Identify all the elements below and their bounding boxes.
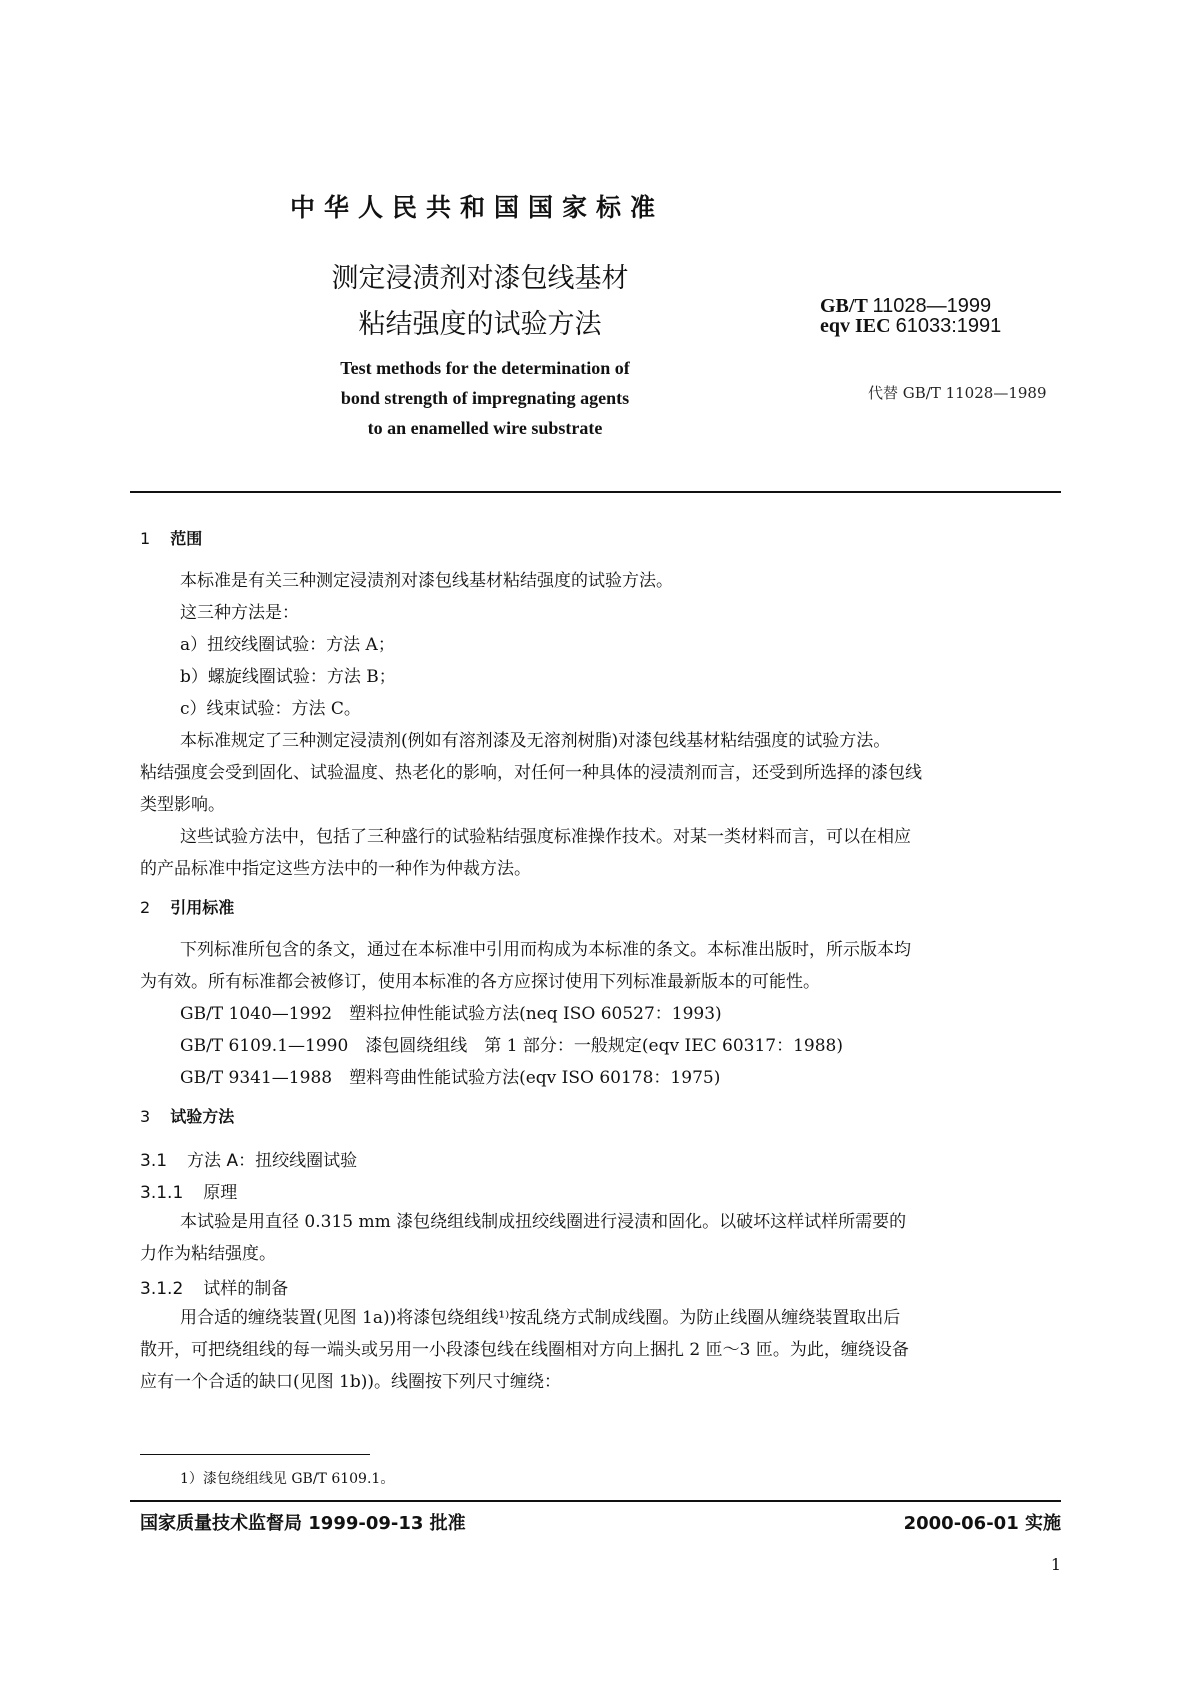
list-item-c: c）线束试验：方法 C。	[180, 699, 361, 719]
section-1-para-3-line-1: 本标准规定了三种测定浸渍剂(例如有溶剂漆及无溶剂树脂)对漆包线基材粘结强度的试验方法。	[180, 731, 891, 751]
subsection-3-1-heading	[140, 1146, 357, 1171]
list-item-b: b）螺旋线圈试验：方法 B；	[180, 667, 396, 687]
subsection-3-1-2-title: 试样的制备	[203, 1279, 289, 1299]
section-2-para-line-2: 为有效。所有标准都会被修订，使用本标准的各方应探讨使用下列标准最新版本的可能性。	[140, 972, 820, 992]
title-cn-line-2: 粘结强度的试验方法	[358, 309, 602, 340]
implementation-date: 2000-06-01 实施	[903, 1513, 1061, 1534]
title-en-line-1: Test methods for the determination of	[340, 358, 630, 378]
section-2-title: 引用标准	[170, 898, 235, 917]
equivalent-code	[820, 316, 1001, 336]
section-3-title: 试验方法	[170, 1107, 235, 1126]
section-1-para-2: 这三种方法是：	[180, 603, 299, 623]
section-2-heading	[140, 895, 234, 918]
reference-gbt-9341: GB/T 9341—1988 塑料弯曲性能试验方法(eqv ISO 60178：1975)	[180, 1068, 721, 1088]
subsection-3-1-2-para-line-1: 用合适的缠绕装置(见图 1a))将漆包绕组线¹⁾按乱绕方式制成线圈。为防止线圈从缠绕装置取出后	[180, 1308, 901, 1328]
section-3-number: 3	[140, 1107, 151, 1126]
reference-gbt-6109: GB/T 6109.1—1990 漆包圆绕组线 第 1 部分：一般规定(eqv IEC 60317：1988)	[180, 1036, 844, 1056]
subsection-3-1-2-number: 3.1.2	[140, 1279, 184, 1299]
section-2-number: 2	[140, 898, 151, 917]
national-standard-heading: 中华人民共和国国家标准	[290, 193, 665, 222]
subsection-3-1-2-para-line-2: 散开，可把绕组线的每一端头或另用一小段漆包线在线圈相对方向上捆扎 2 匝～3 匝。为此，缠绕设备	[140, 1340, 909, 1360]
reference-gbt-1040: GB/T 1040—1992 塑料拉伸性能试验方法(neq ISO 60527：1993)	[180, 1004, 722, 1024]
footnote-divider	[140, 1454, 370, 1455]
subsection-3-1-2-heading	[140, 1274, 288, 1299]
standard-code	[820, 296, 991, 316]
code-prefix: GB/T	[820, 295, 868, 317]
code-number: 11028—1999	[872, 295, 992, 317]
subsection-3-1-1-para-line-2: 力作为粘结强度。	[140, 1244, 276, 1264]
subsection-3-1-title: 方法 A：扭绞线圈试验	[187, 1151, 358, 1171]
header-divider	[130, 491, 1061, 493]
title-en-line-2: bond strength of impregnating agents	[340, 388, 630, 408]
section-1-title: 范围	[170, 529, 203, 548]
title-en-line-3: to an enamelled wire substrate	[367, 418, 603, 438]
subsection-3-1-1-heading	[140, 1178, 237, 1203]
section-1-number: 1	[140, 529, 151, 548]
subsection-3-1-1-number: 3.1.1	[140, 1183, 184, 1203]
section-1-para-3-line-3: 类型影响。	[140, 795, 225, 815]
section-1-para-4-line-1: 这些试验方法中，包括了三种盛行的试验粘结强度标准操作技术。对某一类材料而言，可以在相应	[180, 827, 911, 847]
replaces-note: 代替 GB/T 11028—1989	[868, 384, 1047, 402]
page-number: 1	[1050, 1555, 1061, 1574]
title-cn-line-1: 测定浸渍剂对漆包线基材	[331, 263, 629, 294]
footnote: 1）漆包绕组线见 GB/T 6109.1。	[180, 1471, 395, 1487]
section-3-heading	[140, 1104, 234, 1127]
section-1-heading	[140, 526, 202, 549]
footer-divider	[130, 1500, 1061, 1502]
list-item-a: a）扭绞线圈试验：方法 A；	[180, 635, 395, 655]
subsection-3-1-1-para-line-1: 本试验是用直径 0.315 mm 漆包绕组线制成扭绞线圈进行浸渍和固化。以破坏这样试样所需要的	[180, 1212, 907, 1232]
subsection-3-1-number: 3.1	[140, 1151, 168, 1171]
approval-date: 国家质量技术监督局 1999-09-13 批准	[140, 1513, 466, 1534]
eqv-number: 61033:1991	[895, 315, 1002, 337]
subsection-3-1-2-para-line-3: 应有一个合适的缺口(见图 1b))。线圈按下列尺寸缠绕：	[140, 1372, 561, 1392]
section-1-para-3-line-2: 粘结强度会受到固化、试验温度、热老化的影响，对任何一种具体的浸渍剂而言，还受到所选择的漆包线	[140, 763, 922, 783]
section-1-para-4-line-2: 的产品标准中指定这些方法中的一种作为仲裁方法。	[140, 859, 531, 879]
section-2-para-line-1: 下列标准所包含的条文，通过在本标准中引用而构成为本标准的条文。本标准出版时，所示版本均	[180, 940, 911, 960]
eqv-prefix: eqv IEC	[820, 315, 891, 337]
section-1-para-1: 本标准是有关三种测定浸渍剂对漆包线基材粘结强度的试验方法。	[180, 571, 673, 591]
subsection-3-1-1-title: 原理	[203, 1183, 238, 1203]
